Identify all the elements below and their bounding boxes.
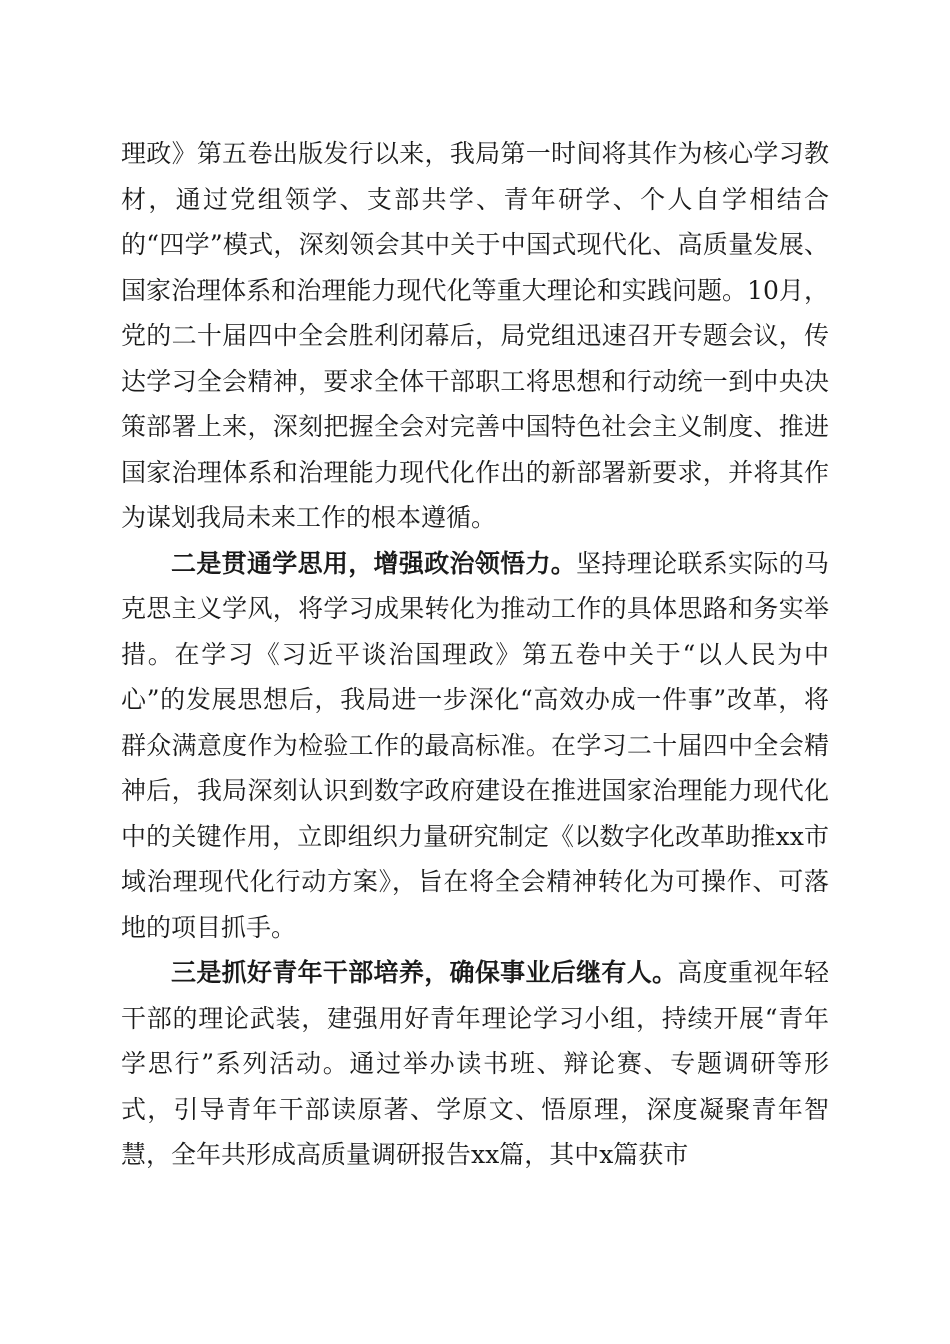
paragraph-continuation xyxy=(121,131,829,541)
paragraph-heading: 二是贯通学思用，增强政治领悟力。 xyxy=(171,548,577,578)
paragraph-text: 理政》第五卷出版发行以来，我局第一时间将其作为核心学习教材，通过党组领学、支部共学、青年研学、个人自学相结合的“四学”模式，深刻领会其中关于中国式现代化、高质量发展、国家治理体系和治理能力现代化等重大理论和实践问题。10月，党的二十届四中全会胜利闭幕后，局党组迅速召开专题会议，传达学习全会精神，要求全体干部职工将思想和行动统一到中央决策部署上来，深刻把握全会对完善中国特色社会主义制度、推进国家治理体系和治理能力现代化作出的新部署新要求，并将其作为谋划我局未来工作的根本遵循。 xyxy=(121,139,829,532)
paragraph-point-two xyxy=(121,541,829,951)
paragraph-text: 高度重视年轻干部的理论武装，建强用好青年理论学习小组，持续开展“青年学思行”系列活动。通过举办读书班、辩论赛、专题调研等形式，引导青年干部读原著、学原文、悟原理，深度凝聚青年智慧，全年共形成高质量调研报告xx篇，其中x篇获市 xyxy=(121,958,829,1169)
paragraph-point-three xyxy=(121,950,829,1178)
paragraph-text: 坚持理论联系实际的马克思主义学风，将学习成果转化为推动工作的具体思路和务实举措。在学习《习近平谈治国理政》第五卷中关于“以人民为中心”的发展思想后，我局进一步深化“高效办成一件事”改革，将群众满意度作为检验工作的最高标准。在学习二十届四中全会精神后，我局深刻认识到数字政府建设在推进国家治理能力现代化中的关键作用，立即组织力量研究制定《以数字化改革助推xx市域治理现代化行动方案》，旨在将全会精神转化为可操作、可落地的项目抓手。 xyxy=(121,548,829,942)
paragraph-heading: 三是抓好青年干部培养，确保事业后继有人。 xyxy=(171,958,678,987)
body-text xyxy=(121,131,829,1178)
